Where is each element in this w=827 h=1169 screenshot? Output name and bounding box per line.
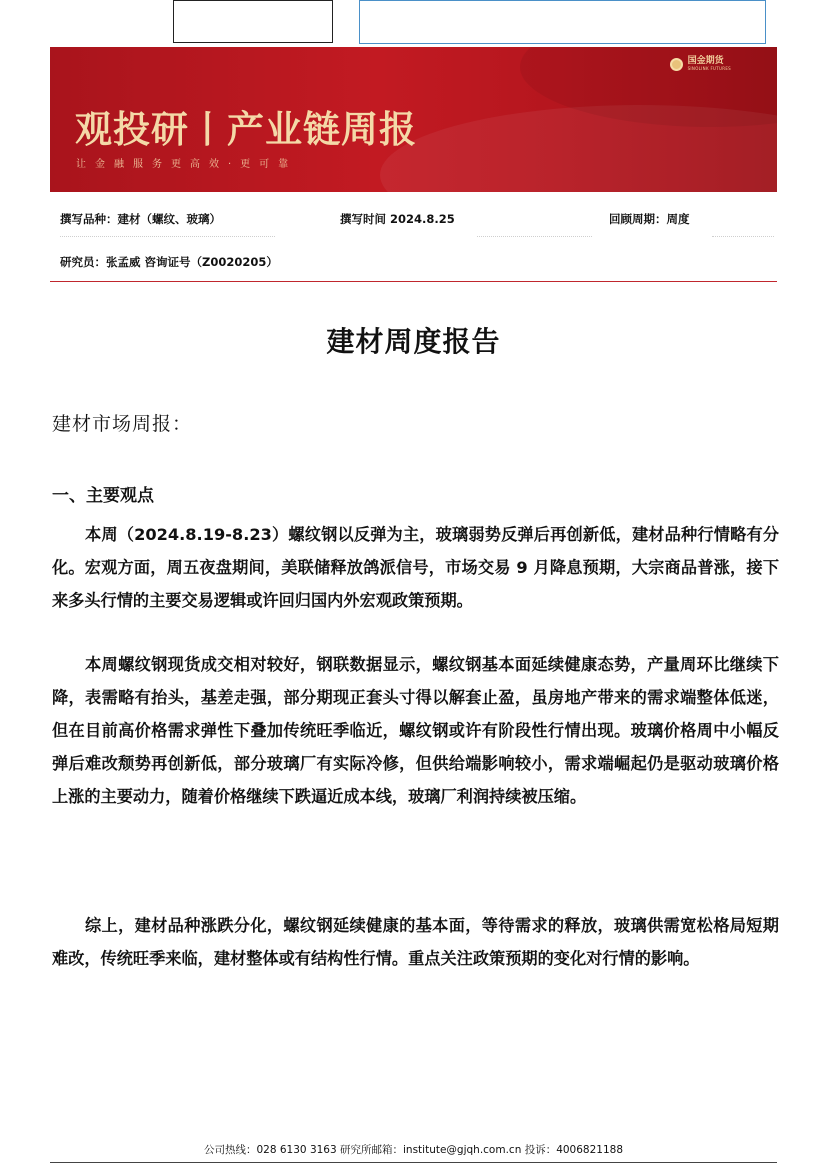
banner-title: 观投研丨产业链周报 (75, 108, 417, 151)
meta-dotline (60, 236, 275, 237)
meta-date: 撰写时间 2024.8.25 (340, 212, 455, 226)
meta-dotline (477, 236, 592, 237)
report-banner (50, 47, 777, 192)
document-title: 建材周度报告 (326, 325, 501, 358)
company-logo (670, 57, 731, 71)
header-box-left (173, 0, 333, 43)
paragraph-2: 本周螺纹钢现货成交相对较好，钢联数据显示，螺纹钢基本面延续健康态势，产量周环比继续下降，表需略有抬头，基差走强，部分期现正套头寸得以解套止盈，虽房地产带来的需求端整体低迷，但在目前高价格需求弹性下叠加传统旺季临近，螺纹钢或许有阶段性行情出现。玻璃价格周中小幅反弹后难改颓势再创新低，部分玻璃厂有实际冷修，但供给端影响较小，需求端崛起仍是驱动玻璃价格上涨的主要动力，随着价格继续下跌逼近成本线，玻璃厂利润持续被压缩。 (52, 655, 779, 806)
header-box-right (359, 0, 766, 44)
meta-period: 回顾周期：周度 (609, 212, 690, 226)
footer-contact: 公司热线：028 6130 3163 研究所邮箱：institute@gjqh.com.cn 投诉：4006821188 (204, 1144, 623, 1156)
section-heading: 建材市场周报： (52, 413, 193, 435)
paragraph-3: 综上，建材品种涨跌分化，螺纹钢延续健康的基本面，等待需求的释放，玻璃供需宽松格局短期难改，传统旺季来临，建材整体或有结构性行情。重点关注政策预期的变化对行情的影响。 (52, 916, 779, 968)
footer-rule (50, 1162, 777, 1163)
meta-variety: 撰写品种：建材（螺纹、玻璃） (60, 212, 221, 226)
meta-dotline (712, 236, 774, 237)
header-rule (50, 281, 777, 282)
meta-analyst: 研究员：张孟威 咨询证号（Z0020205） (60, 255, 278, 269)
logo-icon (670, 58, 683, 71)
banner-subtitle: 让金融服务更高效·更可靠 (76, 159, 298, 170)
paragraph-1: 本周（2024.8.19-8.23）螺纹钢以反弹为主，玻璃弱势反弹后再创新低，建材品种行情略有分化。宏观方面，周五夜盘期间，美联储释放鸽派信号，市场交易 9 月降息预期，大宗商品普涨，接下来多头行情的主要交易逻辑或许回归国内外宏观政策预期。 (52, 525, 779, 610)
logo-cn-text: 国金期货 (687, 56, 724, 66)
subheading-main-points: 一、主要观点 (52, 486, 154, 506)
logo-en-text: SINOLINK FUTURES (687, 66, 731, 71)
